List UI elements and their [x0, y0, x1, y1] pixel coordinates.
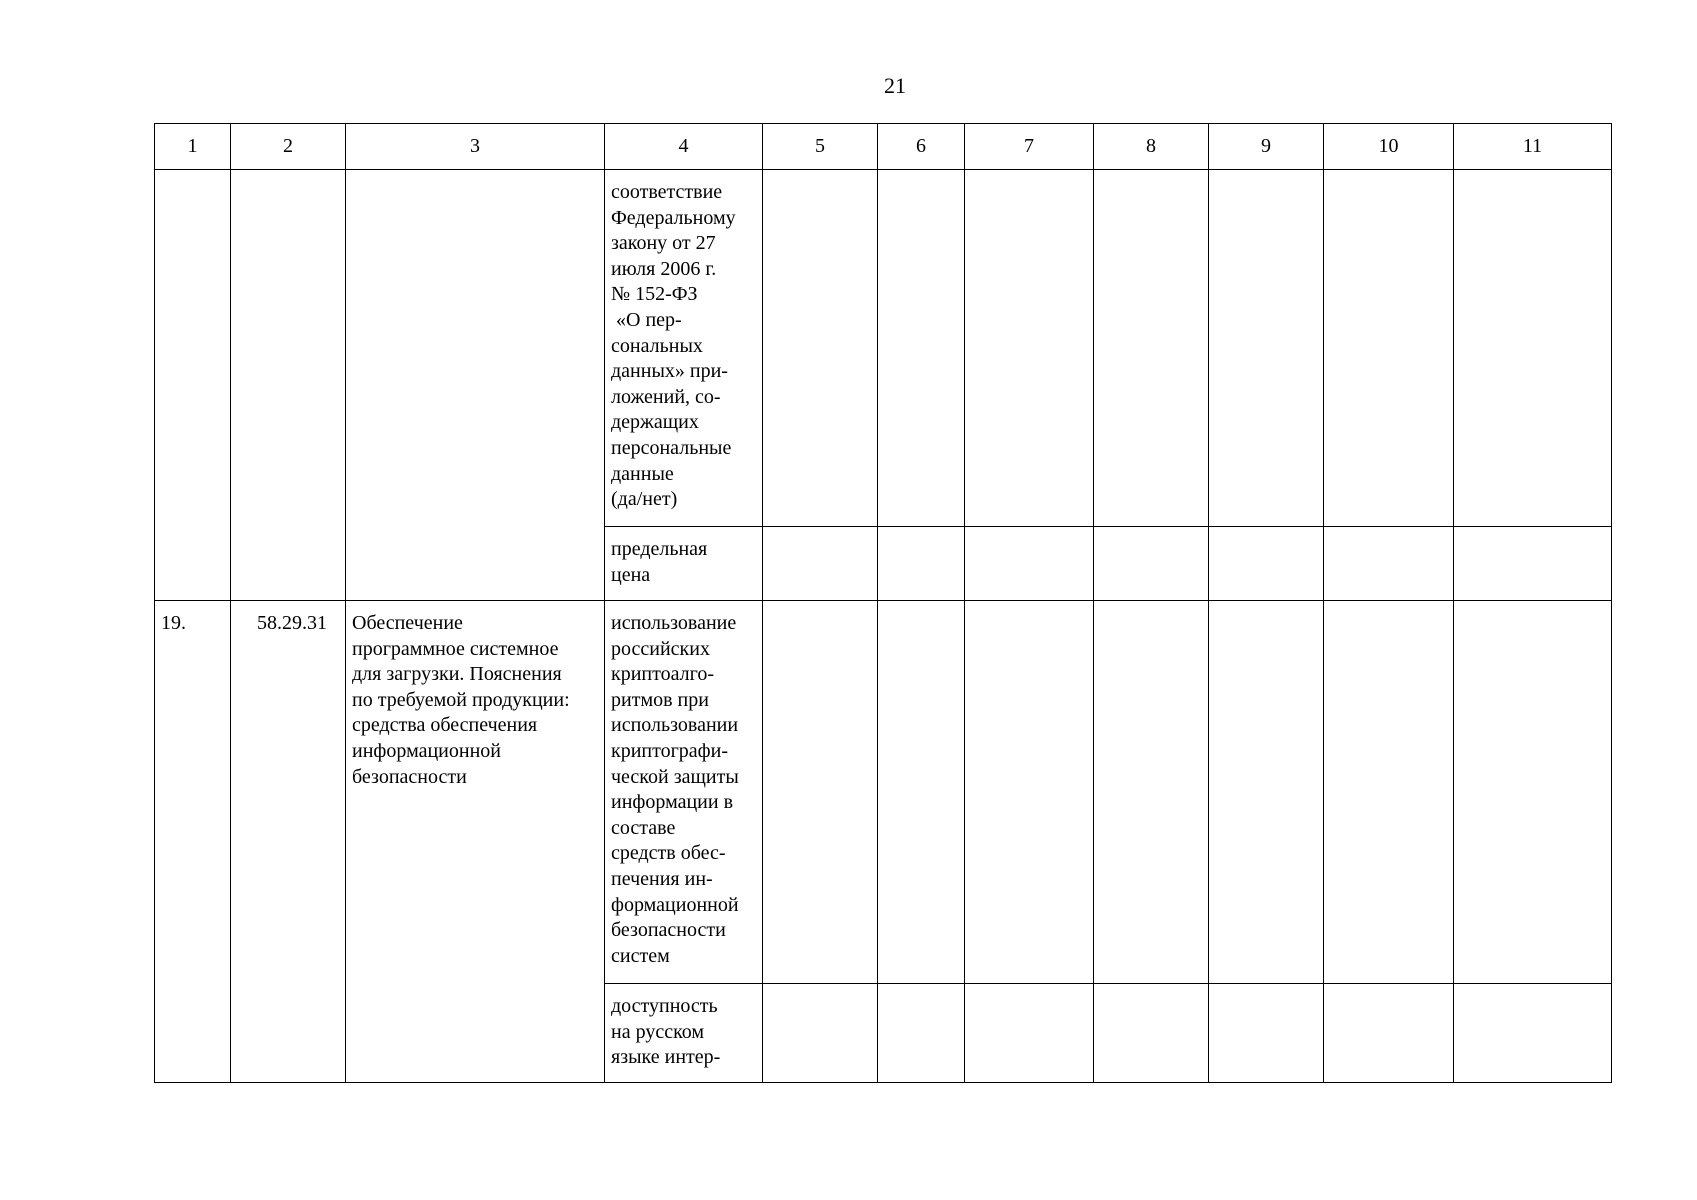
cell-empty — [1454, 170, 1612, 527]
cell-empty — [763, 170, 878, 527]
table-header-row — [155, 124, 1612, 170]
characteristic-cell — [605, 527, 763, 601]
cell-empty — [346, 170, 605, 601]
table-row — [155, 601, 1612, 984]
header-cell: 6 — [878, 124, 965, 170]
header-cell: 7 — [965, 124, 1094, 170]
characteristic-cell — [605, 601, 763, 984]
cell-empty — [965, 984, 1094, 1083]
cell-empty — [878, 601, 965, 984]
characteristic-text: использование российских криптоалго- ритмов при использовании криптографи- ческой защиты информации в составе средств обес- печения ин- формационной безопасности систем — [611, 612, 739, 967]
cell-empty — [1209, 527, 1324, 601]
cell-empty — [1454, 527, 1612, 601]
cell-empty — [231, 170, 346, 601]
cell-empty — [1094, 527, 1209, 601]
row-number-cell — [155, 601, 231, 1083]
page-number: 21 — [884, 73, 906, 98]
cell-empty — [965, 527, 1094, 601]
row-number: 19. — [161, 612, 186, 634]
cell-empty — [878, 170, 965, 527]
cell-empty — [878, 527, 965, 601]
cell-empty — [1454, 601, 1612, 984]
cell-empty — [965, 601, 1094, 984]
cell-empty — [1209, 170, 1324, 527]
characteristic-text: соответствие Федеральному закону от 27 июля 2006 г. № 152-ФЗ «О пер- сональных данных» при- ложений, со- держащих персональные данные (да/нет) — [611, 181, 736, 511]
cell-empty — [1454, 984, 1612, 1083]
cell-empty — [878, 984, 965, 1083]
cell-empty — [763, 601, 878, 984]
header-cell: 3 — [346, 124, 605, 170]
cell-empty — [1324, 527, 1454, 601]
cell-empty — [1094, 601, 1209, 984]
header-cell: 2 — [231, 124, 346, 170]
header-cell: 4 — [605, 124, 763, 170]
cell-empty — [1209, 984, 1324, 1083]
header-cell: 5 — [763, 124, 878, 170]
cell-empty — [1094, 170, 1209, 527]
characteristic-text: доступность на русском языке интер- — [611, 995, 721, 1069]
okpd-code-cell — [231, 601, 346, 1083]
cell-empty — [1324, 601, 1454, 984]
requirements-table — [154, 123, 1612, 1083]
cell-empty — [1209, 601, 1324, 984]
header-cell: 1 — [155, 124, 231, 170]
cell-empty — [1094, 984, 1209, 1083]
characteristic-text: предельная цена — [611, 538, 708, 586]
okpd-code: 58.29.31 — [257, 612, 327, 634]
header-cell: 9 — [1209, 124, 1324, 170]
cell-empty — [1324, 170, 1454, 527]
cell-empty — [1324, 984, 1454, 1083]
header-cell: 10 — [1324, 124, 1454, 170]
cell-empty — [155, 170, 231, 601]
cell-empty — [763, 984, 878, 1083]
header-cell: 11 — [1454, 124, 1612, 170]
product-name-cell — [346, 601, 605, 1083]
table-row — [155, 170, 1612, 527]
characteristic-cell — [605, 170, 763, 527]
cell-empty — [965, 170, 1094, 527]
header-cell: 8 — [1094, 124, 1209, 170]
product-name: Обеспечение программное системное для загрузки. Пояснения по требуемой продукции: средства обеспечения информационной безопасности — [352, 612, 570, 788]
cell-empty — [763, 527, 878, 601]
characteristic-cell — [605, 984, 763, 1083]
